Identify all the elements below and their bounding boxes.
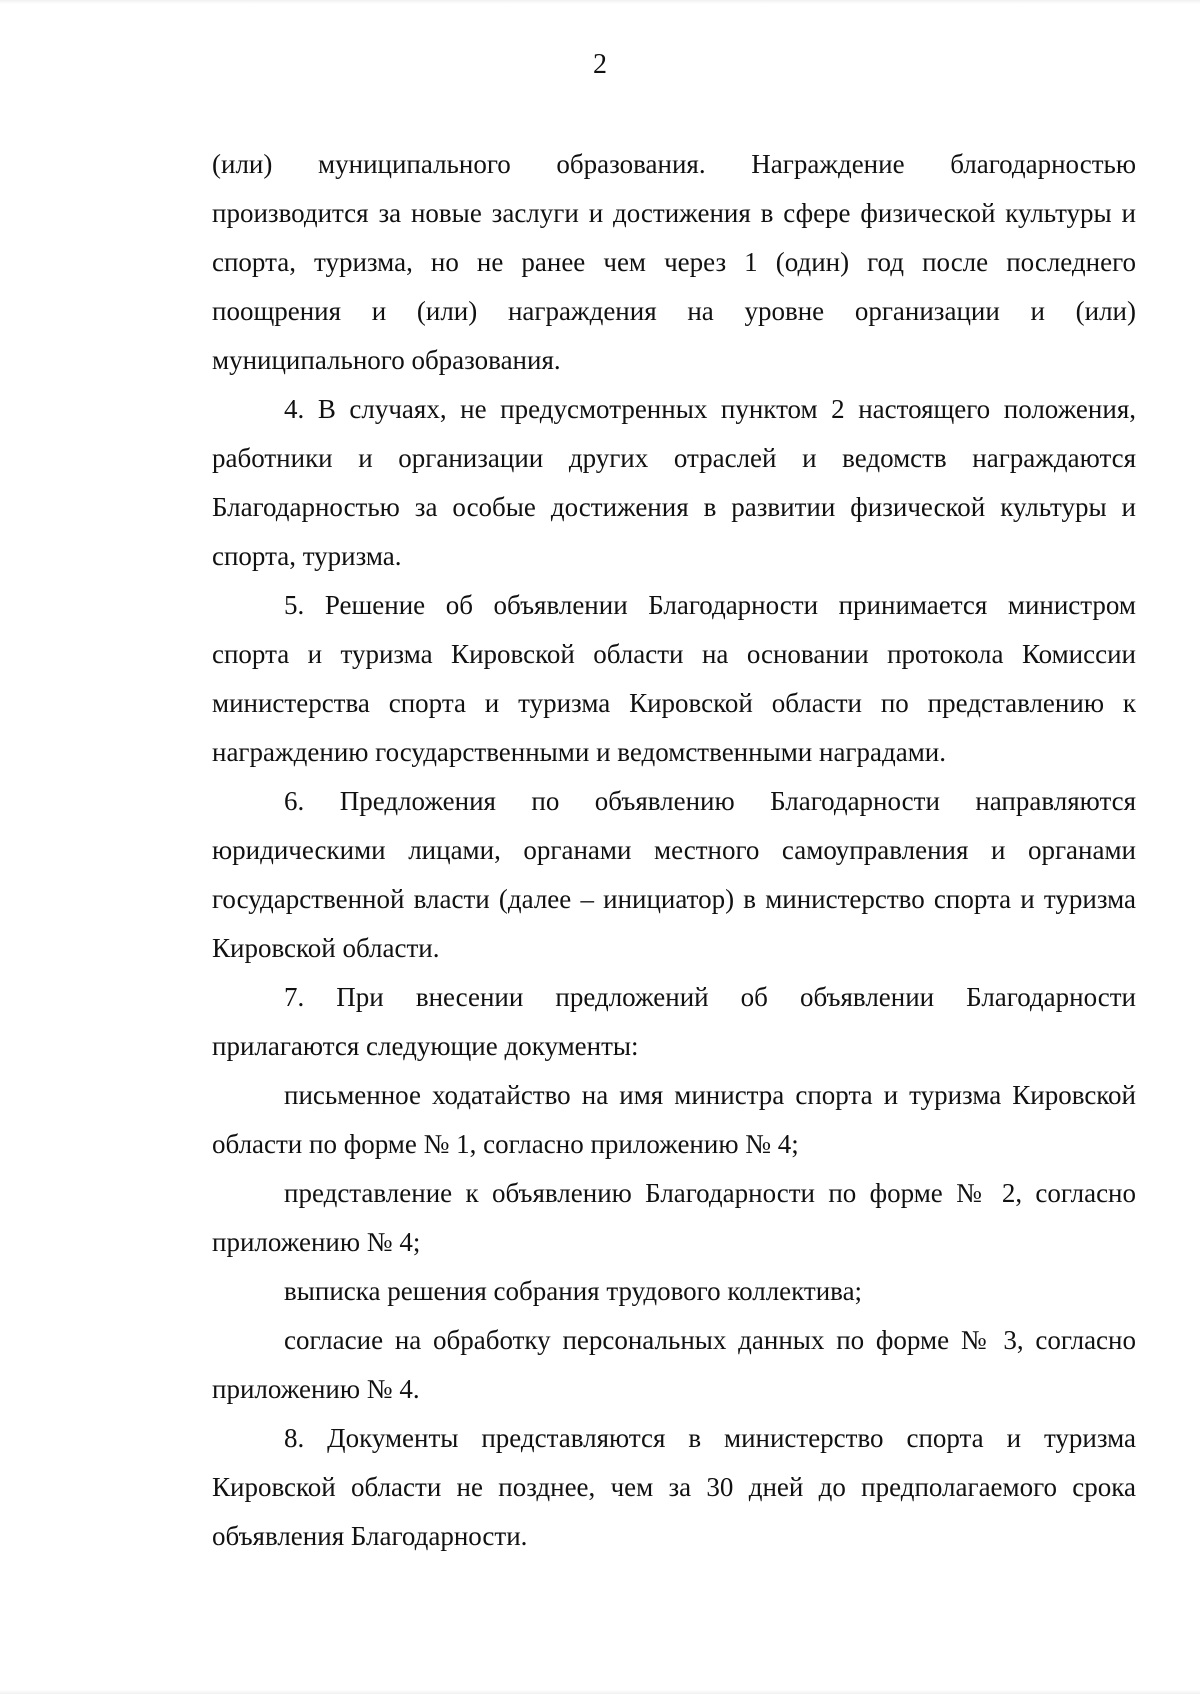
document-body	[212, 140, 1136, 1561]
document-list-item-submission: представление к объявлению Благодарности по форме № 2, согласно приложению № 4;	[212, 1178, 1136, 1257]
document-list-item-consent: согласие на обработку персональных данных по форме № 3, согласно приложению № 4.	[212, 1325, 1136, 1404]
page-number: 2	[593, 49, 607, 80]
paragraph-item-6: 6. Предложения по объявлению Благодарности направляются юридическими лицами, органами местного самоуправления и органами государственной власти (далее – инициатор) в министерство спорта и туризма Кировской области.	[212, 786, 1136, 963]
paragraph-item-4: 4. В случаях, не предусмотренных пунктом 2 настоящего положения, работники и организации других отраслей и ведомств награждаются Благодарностью за особые достижения в развитии физической культуры и спорта, туризма.	[212, 394, 1136, 571]
document-list-item-extract: выписка решения собрания трудового коллектива;	[284, 1276, 863, 1306]
paragraph-continuation: (или) муниципального образования. Награждение благодарностью производится за новые заслуги и достижения в сфере физической культуры и спорта, туризма, но не ранее чем через 1 (один) год после последнего поощрения и (или) награждения на уровне организации и (или) муниципального образования.	[212, 149, 1136, 375]
scan-edge-bottom	[0, 1690, 1200, 1694]
paragraph-item-5: 5. Решение об объявлении Благодарности принимается министром спорта и туризма Кировской области на основании протокола Комиссии министерства спорта и туризма Кировской области по представлению к награждению государственными и ведомственными наградами.	[212, 590, 1136, 767]
document-list-item-petition: письменное ходатайство на имя министра спорта и туризма Кировской области по форме № 1, согласно приложению № 4;	[212, 1080, 1136, 1159]
paragraph-item-7: 7. При внесении предложений об объявлении Благодарности прилагаются следующие документы:	[212, 982, 1136, 1061]
scan-edge-top	[0, 0, 1200, 4]
paragraph-item-8: 8. Документы представляются в министерство спорта и туризма Кировской области не позднее, чем за 30 дней до предполагаемого срока объявления Благодарности.	[212, 1423, 1136, 1551]
